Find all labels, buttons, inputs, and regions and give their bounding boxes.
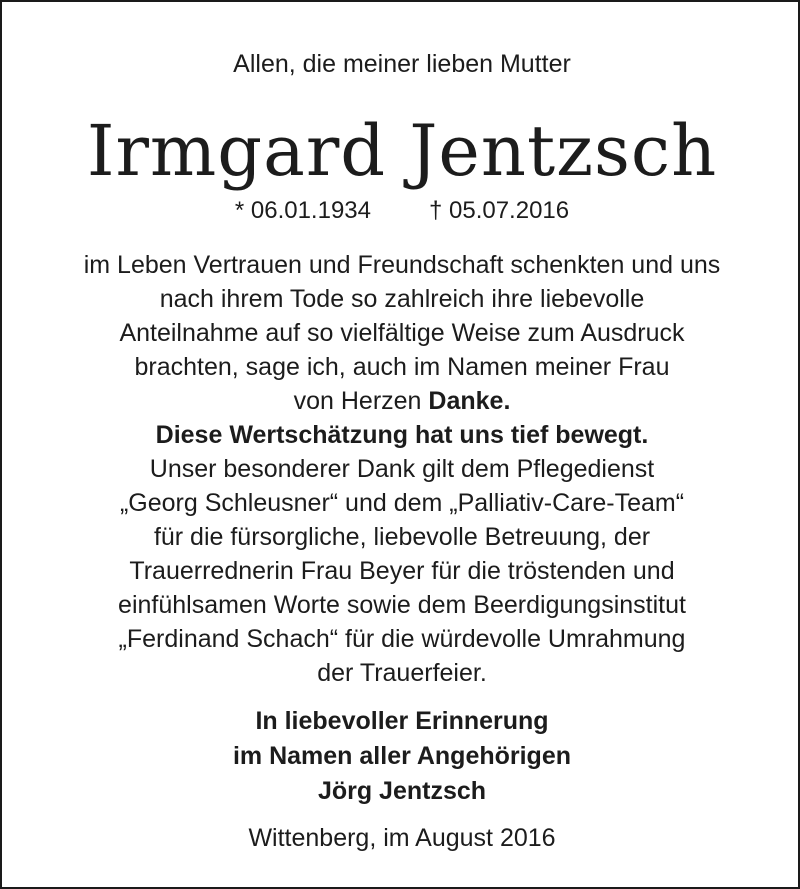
thanks-message — [2, 248, 800, 690]
life-dates — [2, 195, 800, 227]
thanks-word: Danke. — [428, 387, 511, 415]
message-line — [2, 384, 800, 418]
intro-text: Allen, die meiner lieben Mutter — [233, 50, 571, 78]
message-line: nach ihrem Tode so zahlreich ihre liebevolle — [159, 285, 645, 313]
message-line: für die fürsorgliche, liebevolle Betreuung, der — [153, 523, 651, 551]
death-date: † 05.07.2016 — [428, 197, 570, 224]
birth-date: * 06.01.1934 — [234, 197, 371, 224]
place-and-date: Wittenberg, im August 2016 — [248, 824, 556, 852]
message-line: Unser besonderer Dank gilt dem Pflegedienst — [149, 455, 655, 483]
message-line: der Trauerfeier. — [317, 659, 487, 687]
signatory-name: Jörg Jentzsch — [317, 777, 487, 805]
message-line: „Georg Schleusner“ und dem „Palliativ-Care-Team“ — [119, 489, 685, 517]
signature-block — [2, 704, 800, 809]
signature-line: im Namen aller Angehörigen — [232, 742, 572, 770]
message-line-emphasis: Diese Wertschätzung hat uns tief bewegt. — [155, 421, 649, 449]
message-line: Trauerrednerin Frau Beyer für die tröstenden und — [129, 557, 675, 585]
signature-line: In liebevoller Erinnerung — [255, 707, 549, 735]
message-line: brachten, sage ich, auch im Namen meiner Frau — [134, 353, 670, 381]
message-line: Anteilnahme auf so vielfältige Weise zum Ausdruck — [119, 319, 685, 347]
message-line: „Ferdinand Schach“ für die würdevolle Umrahmung — [118, 625, 686, 653]
message-line: einfühlsamen Worte sowie dem Beerdigungsinstitut — [118, 591, 686, 619]
message-line-prefix: von Herzen — [293, 387, 429, 415]
deceased-name: Irmgard Jentzsch — [86, 110, 718, 192]
message-line: im Leben Vertrauen und Freundschaft schenkten und uns — [83, 251, 721, 279]
